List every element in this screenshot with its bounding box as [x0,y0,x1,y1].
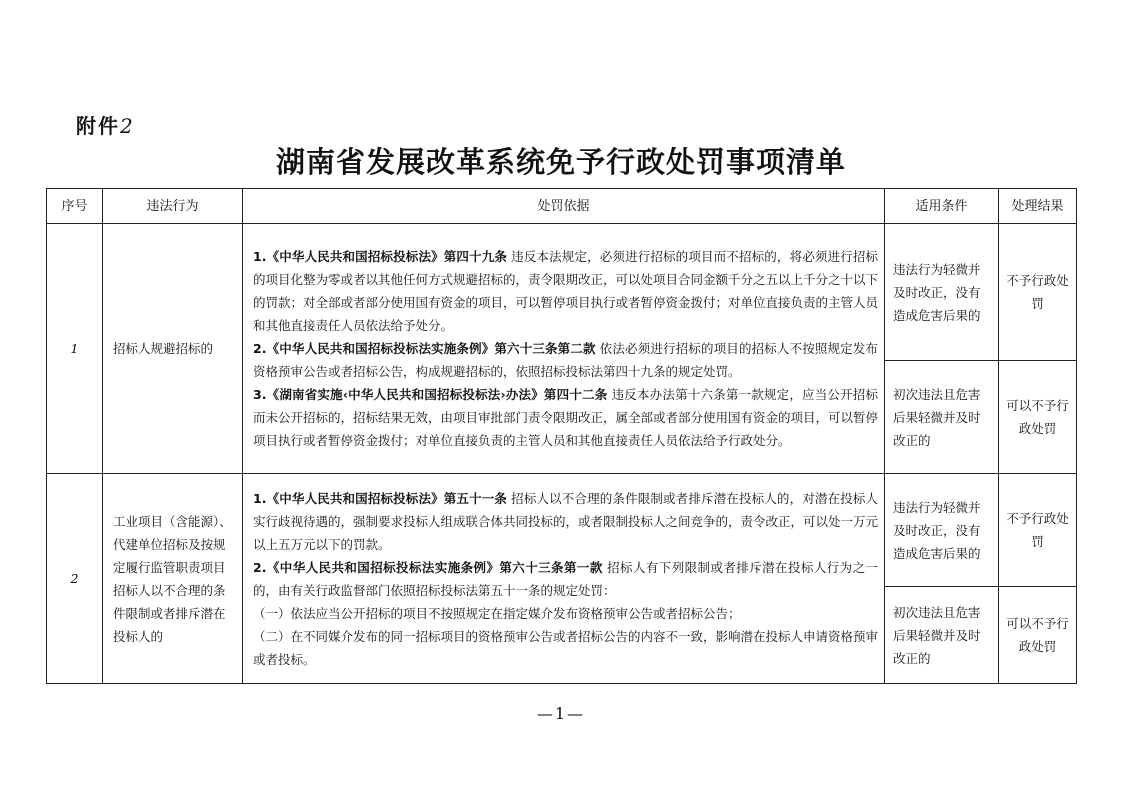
row-number-text: 2 [70,571,79,586]
basis-clause-head: 1.《中华人民共和国招标投标法》第四十九条 [253,249,508,264]
row-number-text: 1 [70,341,79,356]
applicable-condition: 违法行为轻微并及时改正，没有造成危害后果的 [885,474,999,587]
applicable-condition: 违法行为轻微并及时改正，没有造成危害后果的 [885,224,999,361]
header-result: 处理结果 [999,189,1077,224]
header-act: 违法行为 [103,189,243,224]
basis-clause-text: 招标人以不合理的条件限制或者排斥潜在投标人的，对潜在投标人实行歧视待遇的，强制要求投标人组成联合体共同投标的，或者限制投标人之间竞争的，责令改正，可以处一万元以上五万元以下的罚款。 [253,490,879,552]
applicable-condition: 初次违法且危害后果轻微并及时改正的 [885,361,999,474]
handling-result: 可以不予行政处罚 [999,361,1077,474]
table-header-row [47,189,1077,224]
page-number: —1— [536,704,586,723]
basis-clause-head: 3.《湖南省实施‹中华人民共和国招标投标法›办法》第四十二条 [253,387,608,402]
document-title: 湖南省发展改革系统免予行政处罚事项清单 [275,145,846,179]
basis-clause [253,487,878,556]
basis-clause [253,337,878,383]
penalty-basis [243,474,885,684]
basis-clause-head: 2.《中华人民共和国招标投标法实施条例》第六十三条第一款 [253,559,603,575]
header-basis: 处罚依据 [243,189,885,224]
row-number [47,224,103,474]
row-number [47,474,103,684]
penalty-basis [243,224,885,474]
annex-number: 2 [120,114,135,138]
basis-subclause: （二）在不同媒介发布的同一招标项目的资格预审公告或者招标公告的内容不一致，影响潜在投标人申请资格预审或者投标。 [253,628,879,667]
header-condition: 适用条件 [885,189,999,224]
header-no: 序号 [47,189,103,224]
basis-clause-head: 1.《中华人民共和国招标投标法》第五十一条 [253,490,508,506]
annex-label-text: 附件 [76,114,120,138]
basis-clause-head: 2.《中华人民共和国招标投标法实施条例》第六十三条第二款 [253,341,596,356]
basis-clause-text: 依法必须进行招标的项目的招标人不按照规定发布资格预审公告或者招标公告，构成规避招标的，依照招标投标法第四十九条的规定处罚。 [253,341,878,379]
basis-clause [253,556,878,602]
basis-clause [253,245,878,337]
basis-clause [253,383,878,452]
table-row [47,224,1077,361]
violation-act: 工业项目（含能源）、代建单位招标及按规定履行监管职责项目招标人以不合理的条件限制或者排斥潜在投标人的 [103,474,243,684]
applicable-condition: 初次违法且危害后果轻微并及时改正的 [885,587,999,684]
basis-clause-text: 违反本法规定，必须进行招标的项目而不招标的，将必须进行招标的项目化整为零或者以其他任何方式规避招标的，责令限期改正，可以处项目合同金额千分之五以上千分之十以下的罚款；对全部或者部分使用国有资金的项目，可以暂停项目执行或者暂停资金拨付；对单位直接负责的主管人员和其他直接责任人员依法给予处分。 [253,249,879,333]
annex-label [76,110,135,139]
penalty-exemption-table [46,188,1077,684]
basis-subclause: （一）依法应当公开招标的项目不按照规定在指定媒介发布资格预审公告或者招标公告； [253,605,741,621]
handling-result: 不予行政处罚 [999,224,1077,361]
basis-clause-text: 招标人有下列限制或者排斥潜在投标人行为之一的，由有关行政监督部门依照招标投标法第五十一条的规定处罚： [253,559,878,598]
handling-result: 不予行政处罚 [999,474,1077,587]
table-row [47,474,1077,587]
violation-act: 招标人规避招标的 [103,224,243,474]
handling-result: 可以不予行政处罚 [999,587,1077,684]
basis-clause-text: 违反本办法第十六条第一款规定，应当公开招标而未公开招标的，招标结果无效，由项目审批部门责令限期改正，属全部或者部分使用国有资金的项目，可以暂停项目执行或者暂停资金拨付；对单位直接负责的主管人员和其他直接责任人员依法给予行政处分。 [253,387,879,448]
